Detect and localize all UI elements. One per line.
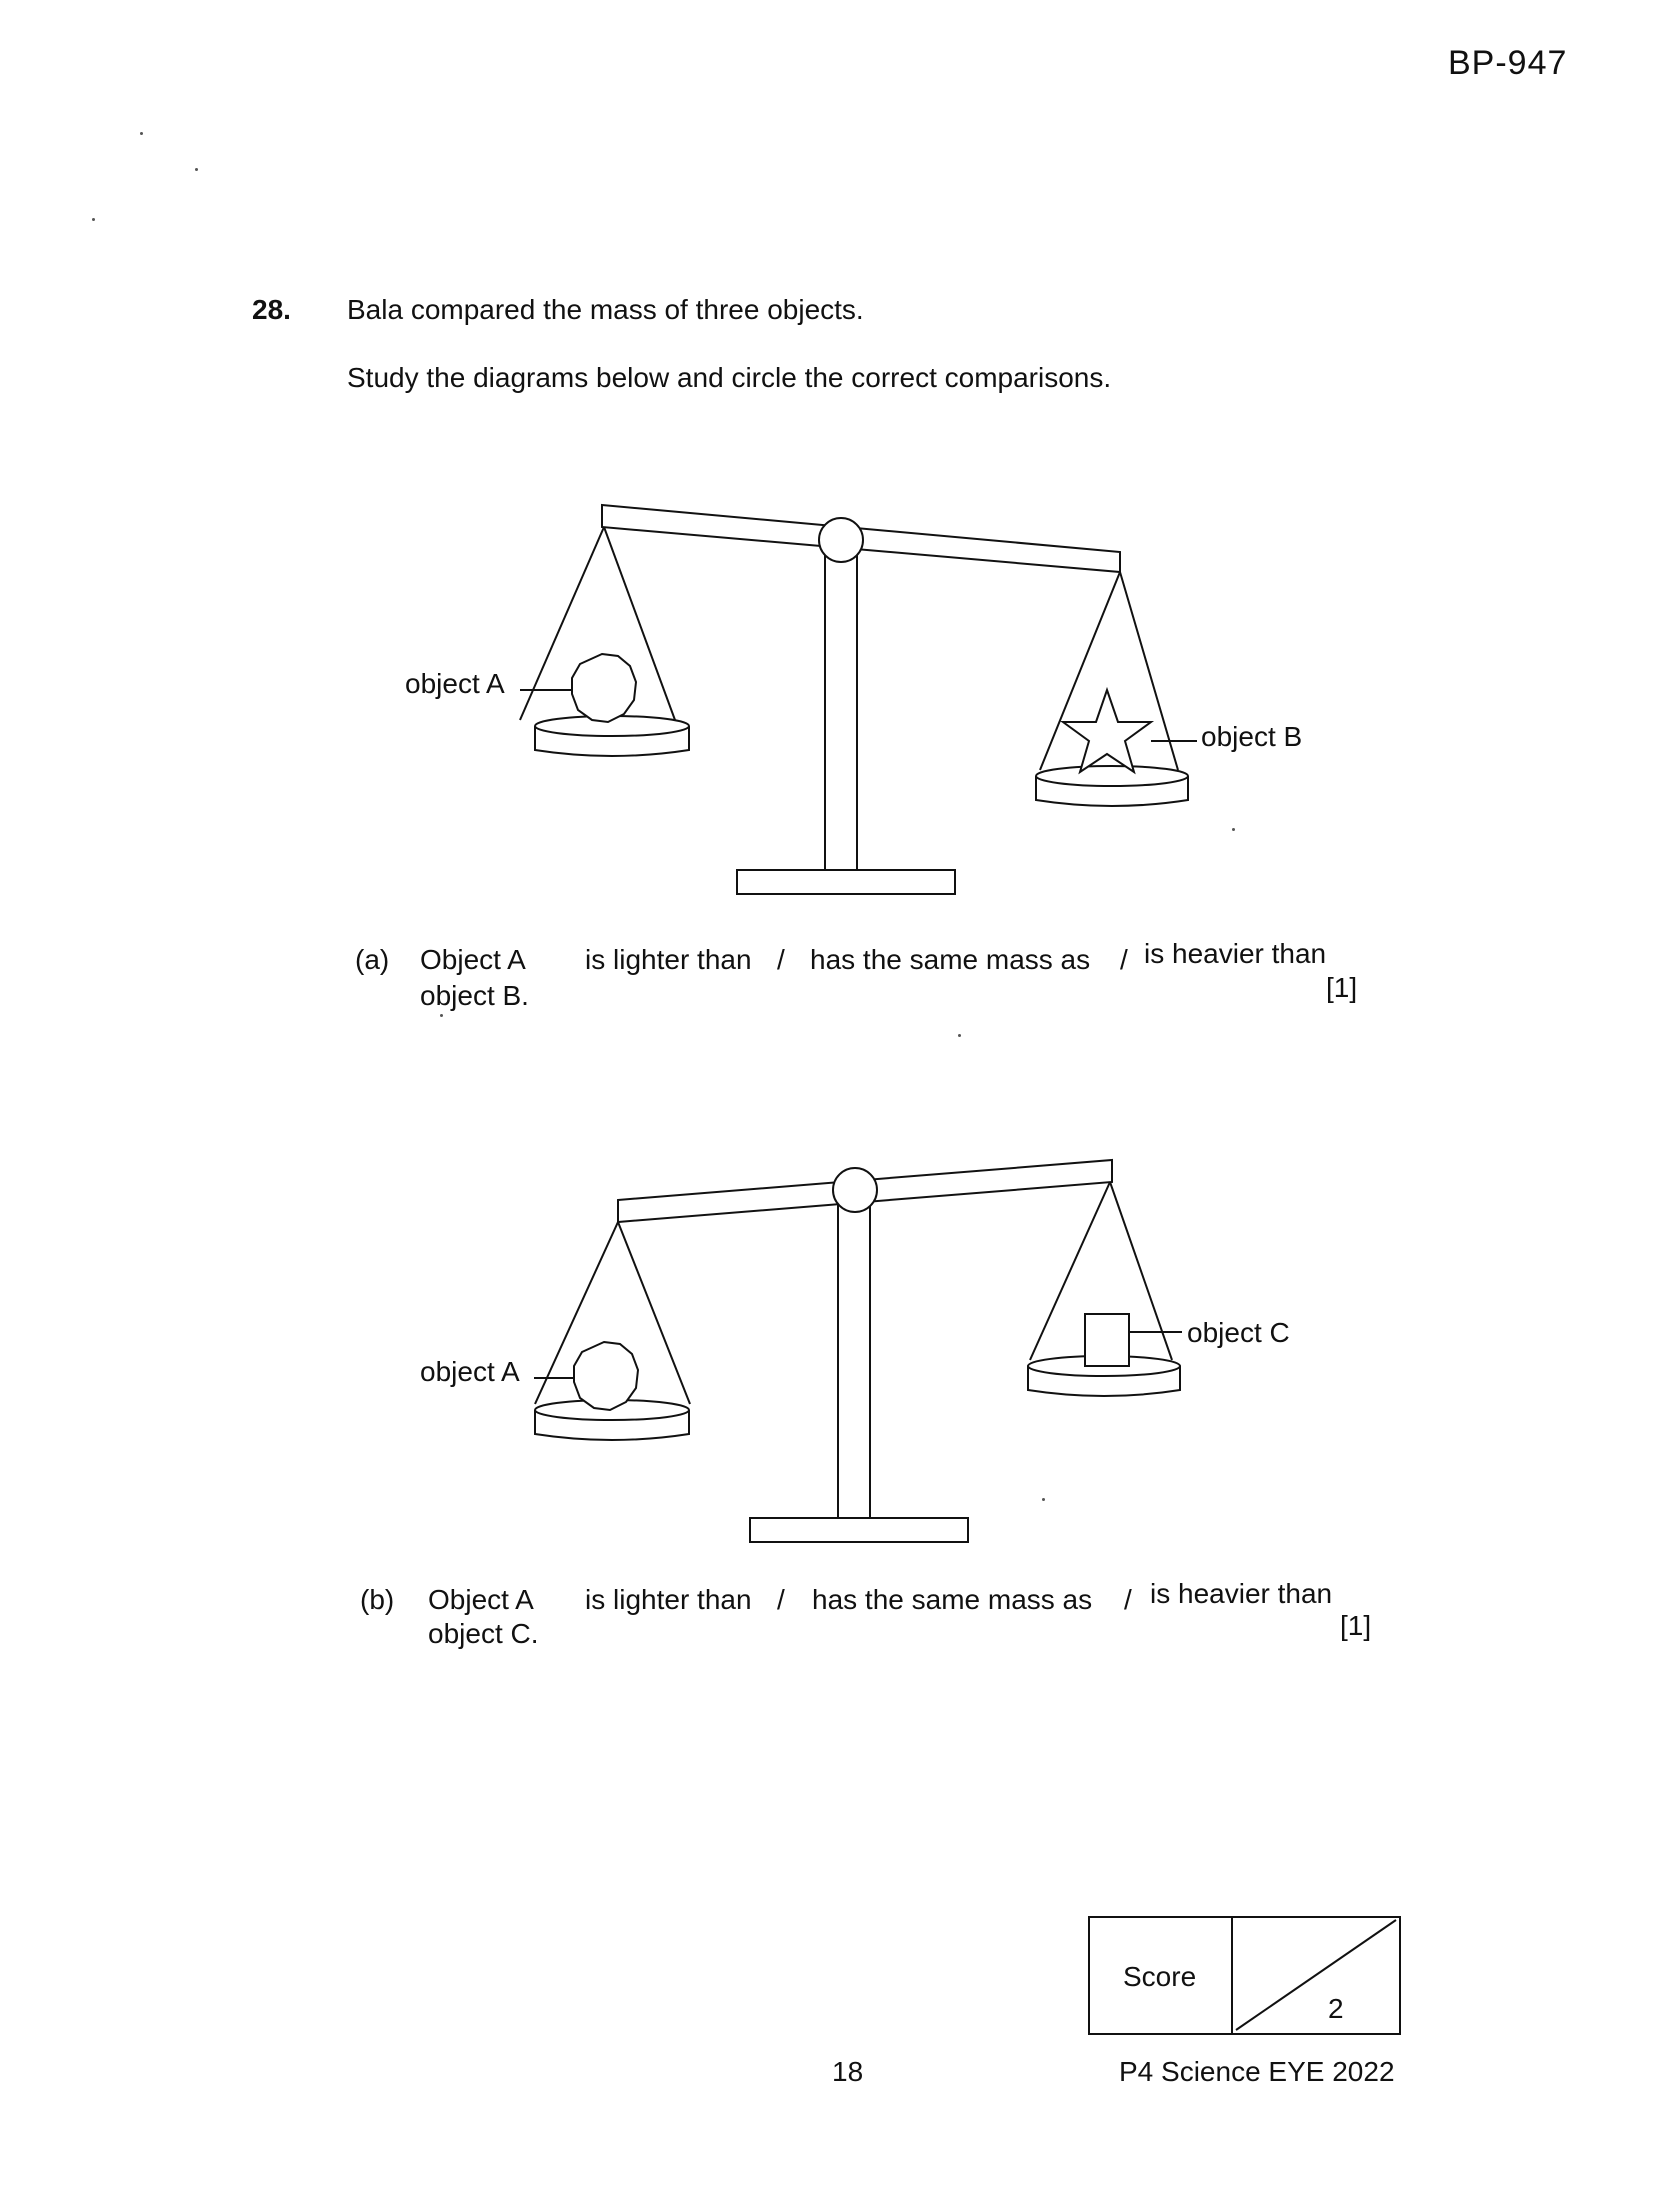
question-instruction: Study the diagrams below and circle the correct comparisons. bbox=[347, 362, 1112, 393]
part-b-separator-2: / bbox=[1124, 1584, 1132, 1615]
part-b-subject: Object A bbox=[428, 1584, 534, 1615]
scan-speck bbox=[1042, 1498, 1045, 1501]
diagram-1-object-a-label: object A bbox=[405, 668, 505, 699]
balance-1-pivot bbox=[819, 518, 863, 562]
object-c-box bbox=[1085, 1314, 1129, 1366]
scan-speck bbox=[140, 132, 143, 135]
part-a-marks: [1] bbox=[1326, 972, 1358, 1003]
balance-2-pivot bbox=[833, 1168, 877, 1212]
part-b-marker: (b) bbox=[360, 1584, 395, 1615]
balance-scale-2 bbox=[534, 1160, 1182, 1542]
diagram-2-object-a-label: object A bbox=[420, 1356, 520, 1387]
diagram-2-object-c-label: object C bbox=[1187, 1317, 1290, 1348]
paper-code: BP-947 bbox=[1448, 44, 1568, 82]
part-a-subject: Object A bbox=[420, 944, 526, 975]
part-a-option-heavier[interactable]: is heavier than bbox=[1144, 938, 1327, 969]
scan-speck bbox=[1232, 828, 1235, 831]
scan-speck bbox=[92, 218, 95, 221]
part-b-object: object C. bbox=[428, 1618, 539, 1649]
score-label: Score bbox=[1123, 1961, 1197, 1992]
part-a-marker: (a) bbox=[355, 944, 390, 975]
part-b-option-same-mass[interactable]: has the same mass as bbox=[812, 1584, 1093, 1615]
object-a-ball-2 bbox=[574, 1342, 638, 1410]
part-a-option-lighter[interactable]: is lighter than bbox=[585, 944, 752, 975]
balance-scale-1 bbox=[520, 505, 1197, 894]
part-b-marks: [1] bbox=[1340, 1610, 1372, 1641]
question-stem: Bala compared the mass of three objects. bbox=[347, 294, 864, 325]
balance-1-base bbox=[737, 870, 955, 894]
balance-1-pole bbox=[825, 540, 857, 870]
question-number: 28. bbox=[252, 294, 291, 325]
scan-speck bbox=[958, 1034, 961, 1037]
balance-2-pole bbox=[838, 1190, 870, 1520]
part-a-separator-2: / bbox=[1120, 944, 1128, 975]
scan-speck bbox=[195, 168, 198, 171]
part-b-separator-1: / bbox=[777, 1584, 785, 1615]
part-a-object: object B. bbox=[420, 980, 529, 1011]
scan-speck bbox=[440, 1014, 443, 1017]
object-b-star bbox=[1063, 690, 1151, 772]
part-a-separator-1: / bbox=[777, 944, 785, 975]
balance-2-base bbox=[750, 1518, 968, 1542]
score-total: 2 bbox=[1328, 1993, 1344, 2024]
part-b-option-lighter[interactable]: is lighter than bbox=[585, 1584, 752, 1615]
diagram-1-object-b-label: object B bbox=[1201, 721, 1303, 752]
part-b-option-heavier[interactable]: is heavier than bbox=[1150, 1578, 1333, 1609]
object-a-ball-1 bbox=[572, 654, 636, 722]
page-number: 18 bbox=[832, 2056, 864, 2087]
paper-title: P4 Science EYE 2022 bbox=[1119, 2056, 1395, 2087]
part-a-option-same-mass[interactable]: has the same mass as bbox=[810, 944, 1091, 975]
